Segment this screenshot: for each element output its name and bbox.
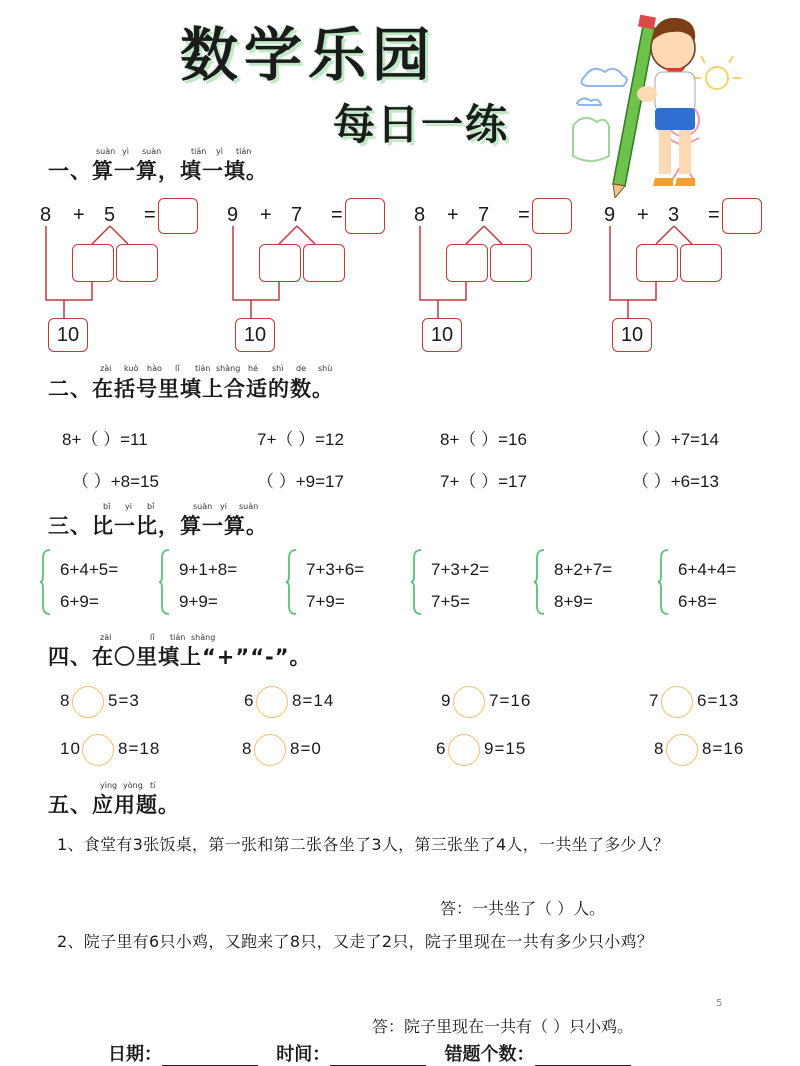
word-problem-1: 1、食堂有3张饭桌，第一张和第二张各坐了3人，第三张坐了4人，一共坐了多少人？	[57, 835, 670, 854]
ten-box: 10	[48, 318, 88, 352]
plus-sign: +	[73, 204, 85, 226]
pinyin: bǐ	[147, 502, 155, 511]
addend-b: 7	[478, 204, 490, 226]
pinyin: kuò	[124, 364, 139, 373]
operator-item	[242, 734, 372, 768]
pinyin: tián	[191, 147, 207, 156]
plus-sign: +	[260, 204, 272, 226]
operator-item	[60, 734, 190, 768]
operator-item	[654, 734, 784, 768]
pinyin: suàn	[96, 147, 116, 156]
time-field[interactable]	[330, 1049, 426, 1066]
pinyin: yìng	[100, 781, 118, 790]
compare-bottom[interactable]: 6+8=	[678, 592, 717, 611]
right-expression: 8=0	[290, 739, 322, 758]
compare-top[interactable]: 6+4+5=	[60, 560, 119, 579]
time-label: 时间：	[276, 1044, 331, 1065]
compare-pair	[292, 548, 402, 618]
pinyin: shì	[272, 364, 284, 373]
right-expression: 5=3	[108, 691, 140, 710]
pinyin: suàn	[239, 502, 259, 511]
right-expression: 8=16	[702, 739, 745, 758]
equals-sign: =	[518, 204, 530, 226]
ten-box: 10	[612, 318, 652, 352]
fill-blank-item[interactable]: 7+（ ）=12	[257, 430, 344, 449]
split-ten-problem	[414, 196, 584, 356]
fill-blank-item[interactable]: （ ）+7=14	[632, 430, 719, 449]
operator-item	[436, 734, 566, 768]
fill-blank-item[interactable]: （ ）+6=13	[632, 472, 719, 491]
addend-b: 3	[668, 204, 680, 226]
operator-circle[interactable]	[254, 734, 286, 766]
addend-a: 8	[414, 204, 426, 226]
split-ten-problem	[40, 196, 210, 356]
addend-a: 9	[227, 204, 239, 226]
pinyin: shàng	[191, 633, 216, 642]
pinyin: tián	[236, 147, 252, 156]
addend-a: 9	[604, 204, 616, 226]
split-box[interactable]	[72, 244, 114, 282]
left-number: 10	[60, 739, 81, 758]
curly-brace	[658, 548, 670, 616]
compare-bottom[interactable]: 7+5=	[431, 592, 470, 611]
page-subtitle: 每日一练	[333, 100, 510, 149]
curly-brace	[286, 548, 298, 616]
equals-sign: =	[331, 204, 343, 226]
answer-line-2[interactable]: 答：院子里现在一共有（ ）只小鸡。	[372, 1017, 634, 1036]
split-box[interactable]	[303, 244, 345, 282]
errors-label: 错题个数：	[444, 1044, 535, 1065]
fill-blank-item[interactable]: 8+（ ）=16	[440, 430, 527, 449]
pinyin: tián	[195, 364, 211, 373]
operator-item	[441, 686, 571, 720]
answer-box[interactable]	[532, 198, 572, 234]
split-box[interactable]	[490, 244, 532, 282]
pinyin: shù	[318, 364, 333, 373]
left-number: 7	[649, 691, 660, 710]
page-title: 数学乐园	[180, 21, 437, 89]
section4-heading: 四、在〇里填上“+”“-”。	[48, 645, 312, 669]
ten-box: 10	[235, 318, 275, 352]
compare-bottom[interactable]: 7+9=	[306, 592, 345, 611]
compare-bottom[interactable]: 6+9=	[60, 592, 99, 611]
operator-item	[244, 686, 374, 720]
compare-pair	[540, 548, 650, 618]
operator-circle[interactable]	[448, 734, 480, 766]
answer-box[interactable]	[345, 198, 385, 234]
pinyin: suàn	[142, 147, 162, 156]
fill-blank-item[interactable]: （ ）+9=17	[257, 472, 344, 491]
compare-pair	[664, 548, 774, 618]
operator-item	[60, 686, 190, 720]
footer	[108, 1040, 631, 1066]
pinyin: yi	[220, 502, 227, 511]
right-expression: 8=18	[118, 739, 161, 758]
left-number: 8	[242, 739, 253, 758]
pinyin: hào	[147, 364, 162, 373]
curly-brace	[40, 548, 52, 616]
compare-bottom[interactable]: 8+9=	[554, 592, 593, 611]
left-number: 6	[436, 739, 447, 758]
boy-with-pencil-illustration	[555, 8, 755, 198]
answer-line-1[interactable]: 答：一共坐了（ ）人。	[440, 899, 606, 918]
split-ten-problem	[604, 196, 774, 356]
split-box[interactable]	[680, 244, 722, 282]
pinyin: yì	[216, 147, 223, 156]
plus-sign: +	[447, 204, 459, 226]
page-number: 5	[716, 998, 723, 1009]
pinyin: yi	[125, 502, 132, 511]
section3-heading: 三、比一比，算一算。	[48, 514, 268, 538]
word-problem-2: 2、院子里有6只小鸡，又跑来了8只，又走了2只，院子里现在一共有多少只小鸡？	[57, 932, 654, 951]
fill-blank-item[interactable]: （ ）+8=15	[72, 472, 159, 491]
curly-brace	[411, 548, 423, 616]
ten-box: 10	[422, 318, 462, 352]
compare-pair	[417, 548, 527, 618]
compare-top[interactable]: 8+2+7=	[554, 560, 613, 579]
compare-pair	[165, 548, 275, 618]
right-expression: 8=14	[292, 691, 335, 710]
compare-bottom[interactable]: 9+9=	[179, 592, 218, 611]
operator-circle[interactable]	[666, 734, 698, 766]
plus-sign: +	[637, 204, 649, 226]
addend-a: 8	[40, 204, 52, 226]
answer-box[interactable]	[158, 198, 198, 234]
split-box[interactable]	[636, 244, 678, 282]
compare-pair	[46, 548, 156, 618]
pinyin: yòng	[123, 781, 143, 790]
operator-circle[interactable]	[256, 686, 288, 718]
compare-top[interactable]: 7+3+6=	[306, 560, 365, 579]
fill-blank-item[interactable]: 7+（ ）=17	[440, 472, 527, 491]
pinyin: suàn	[193, 502, 213, 511]
left-number: 6	[244, 691, 255, 710]
addend-b: 7	[291, 204, 303, 226]
right-expression: 9=15	[484, 739, 527, 758]
left-number: 8	[654, 739, 665, 758]
pinyin: zài	[100, 633, 112, 642]
right-expression: 7=16	[489, 691, 532, 710]
operator-circle[interactable]	[453, 686, 485, 718]
right-expression: 6=13	[697, 691, 740, 710]
pinyin: zài	[100, 364, 112, 373]
date-label: 日期：	[108, 1044, 162, 1065]
compare-top[interactable]: 9+1+8=	[179, 560, 238, 579]
pinyin: tián	[170, 633, 186, 642]
pinyin: tí	[150, 781, 156, 790]
addend-b: 5	[104, 204, 116, 226]
split-box[interactable]	[116, 244, 158, 282]
operator-circle[interactable]	[82, 734, 114, 766]
equals-sign: =	[144, 204, 156, 226]
section2-heading: 二、在括号里填上合适的数。	[48, 377, 334, 401]
pinyin: hé	[248, 364, 258, 373]
fill-blank-item[interactable]: 8+（ ）=11	[62, 430, 148, 449]
compare-top[interactable]: 7+3+2=	[431, 560, 490, 579]
split-box[interactable]	[446, 244, 488, 282]
pinyin: lǐ	[150, 633, 155, 642]
pinyin: de	[296, 364, 306, 373]
pinyin: bǐ	[103, 502, 111, 511]
date-field[interactable]	[162, 1049, 258, 1066]
left-number: 9	[441, 691, 452, 710]
errors-field[interactable]	[535, 1049, 631, 1066]
left-number: 8	[60, 691, 71, 710]
section5-heading: 五、应用题。	[48, 793, 180, 817]
section1-heading: 一、算一算，填一填。	[48, 159, 268, 183]
compare-top[interactable]: 6+4+4=	[678, 560, 737, 579]
split-box[interactable]	[259, 244, 301, 282]
operator-circle[interactable]	[72, 686, 104, 718]
operator-circle[interactable]	[661, 686, 693, 718]
equals-sign: =	[708, 204, 720, 226]
curly-brace	[534, 548, 546, 616]
pinyin: shàng	[216, 364, 241, 373]
operator-item	[649, 686, 779, 720]
pinyin: lǐ	[175, 364, 180, 373]
split-ten-problem	[227, 196, 397, 356]
answer-box[interactable]	[722, 198, 762, 234]
curly-brace	[159, 548, 171, 616]
pinyin: yì	[122, 147, 129, 156]
